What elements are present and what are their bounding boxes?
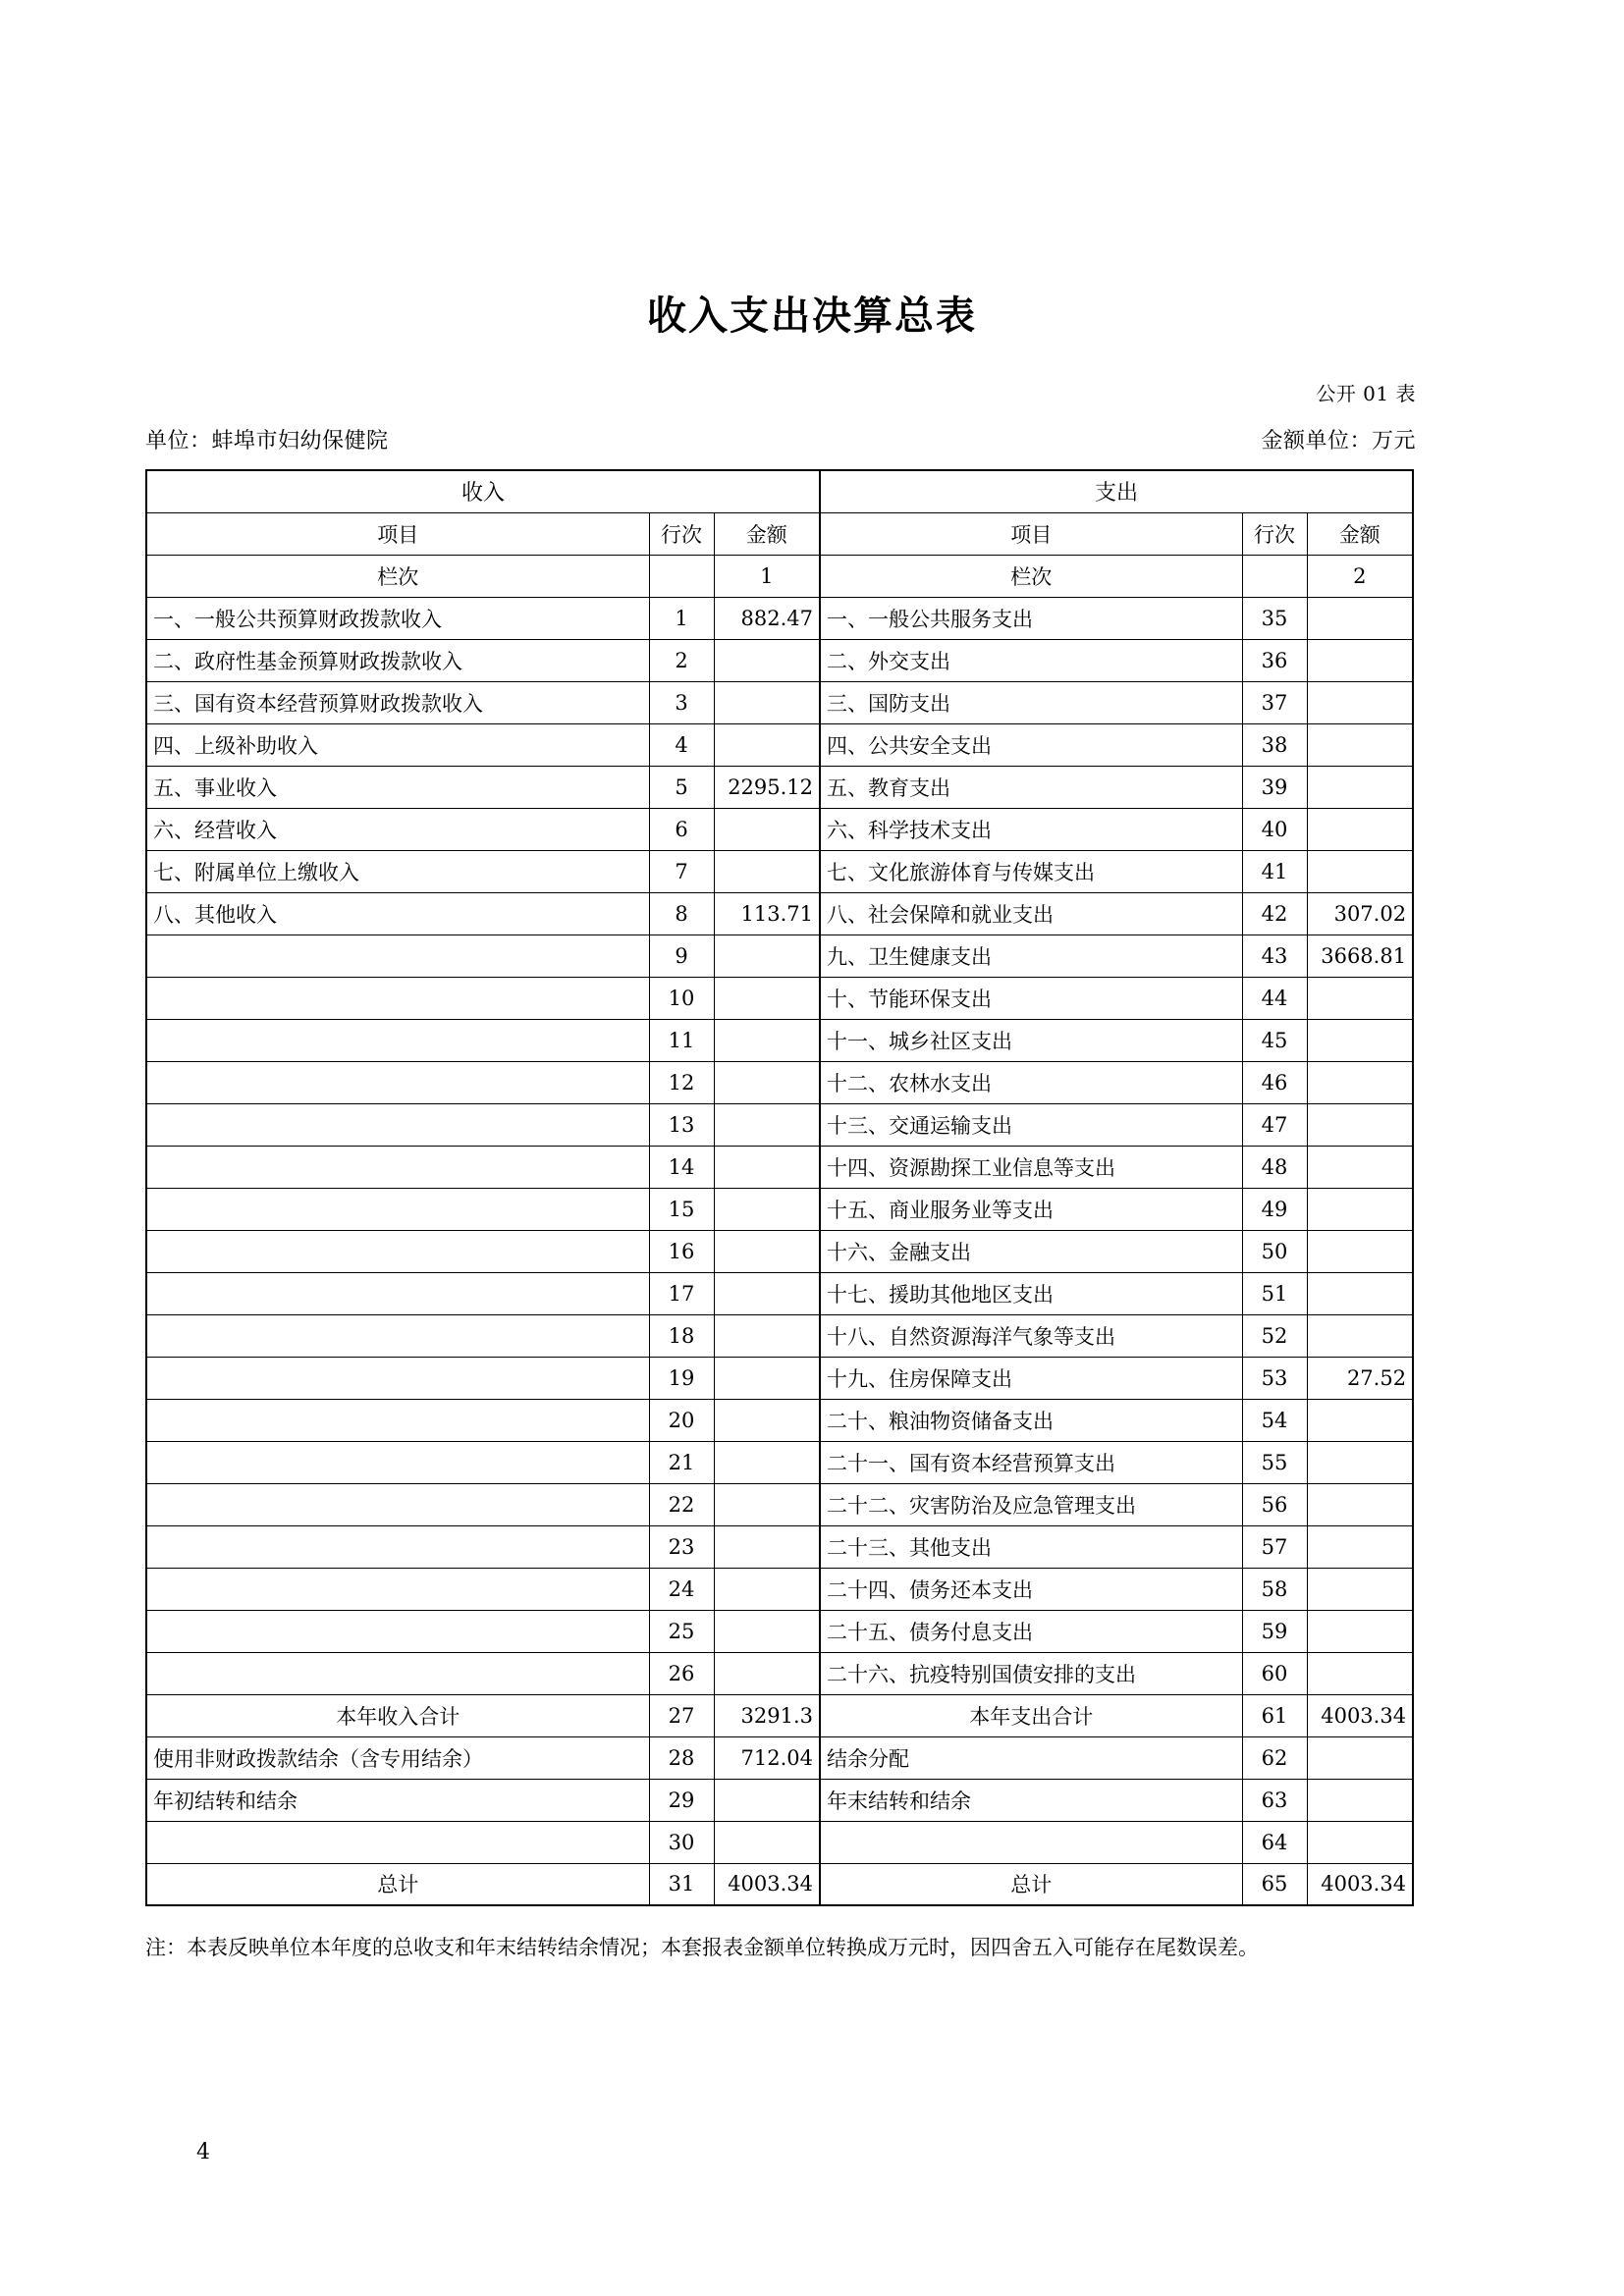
expenditure-line-48: 48 [1242,1146,1307,1188]
col-header-expenditure-item: 项目 [820,512,1242,555]
expenditure-item-64 [820,1821,1242,1863]
income-item-18 [146,1314,649,1357]
expenditure-amount-43: 3668.81 [1307,934,1413,977]
expenditure-item-51: 十七、援助其他地区支出 [820,1272,1242,1314]
expenditure-amount-36 [1307,639,1413,681]
income-line-24: 24 [649,1568,714,1610]
income-amount-23 [714,1525,820,1568]
budget-table-container [145,469,1412,1906]
expenditure-line-43: 43 [1242,934,1307,977]
income-line-28: 28 [649,1736,714,1779]
table-row [146,1230,1413,1272]
expenditure-amount-58 [1307,1568,1413,1610]
expenditure-amount-47 [1307,1103,1413,1146]
income-line-31: 31 [649,1863,714,1905]
expenditure-item-42: 八、社会保障和就业支出 [820,892,1242,934]
expenditure-line-49: 49 [1242,1188,1307,1230]
expenditure-amount-52 [1307,1314,1413,1357]
expenditure-line-39: 39 [1242,766,1307,808]
expenditure-line-54: 54 [1242,1399,1307,1441]
expenditure-line-37: 37 [1242,681,1307,723]
income-line-22: 22 [649,1483,714,1525]
income-item-11 [146,1019,649,1061]
expenditure-line-47: 47 [1242,1103,1307,1146]
expenditure-line-64: 64 [1242,1821,1307,1863]
table-note: 注：本表反映单位本年度的总收支和年末结转结余情况；本套报表金额单位转换成万元时，因四舍五入可能存在尾数误差。 [145,1936,1259,1959]
income-amount-7 [714,850,820,892]
expenditure-item-50: 十六、金融支出 [820,1230,1242,1272]
lane-label-income: 栏次 [146,555,649,597]
form-code: 公开 01 表 [1316,382,1416,405]
expenditure-item-52: 十八、自然资源海洋气象等支出 [820,1314,1242,1357]
table-row [146,1314,1413,1357]
table-row [146,1736,1413,1779]
expenditure-line-51: 51 [1242,1272,1307,1314]
expenditure-item-35: 一、一般公共服务支出 [820,597,1242,639]
expenditure-amount-49 [1307,1188,1413,1230]
expenditure-amount-59 [1307,1610,1413,1652]
income-item-19 [146,1357,649,1399]
col-header-income-item: 项目 [146,512,649,555]
income-item-30 [146,1821,649,1863]
income-amount-16 [714,1230,820,1272]
table-row [146,850,1413,892]
income-line-18: 18 [649,1314,714,1357]
lane-label-expenditure: 栏次 [820,555,1242,597]
income-line-14: 14 [649,1146,714,1188]
expenditure-item-45: 十一、城乡社区支出 [820,1019,1242,1061]
income-item-14 [146,1146,649,1188]
income-line-21: 21 [649,1441,714,1483]
expenditure-line-36: 36 [1242,639,1307,681]
income-amount-26 [714,1652,820,1694]
section-header-expenditure: 支出 [820,470,1413,512]
income-amount-28: 712.04 [714,1736,820,1779]
income-expenditure-table [145,469,1414,1906]
expenditure-line-60: 60 [1242,1652,1307,1694]
income-amount-6 [714,808,820,850]
income-line-4: 4 [649,723,714,766]
table-row [146,808,1413,850]
income-item-3: 三、国有资本经营预算财政拨款收入 [146,681,649,723]
income-line-20: 20 [649,1399,714,1441]
income-line-1: 1 [649,597,714,639]
expenditure-amount-55 [1307,1441,1413,1483]
income-amount-13 [714,1103,820,1146]
expenditure-amount-35 [1307,597,1413,639]
income-item-4: 四、上级补助收入 [146,723,649,766]
expenditure-amount-51 [1307,1272,1413,1314]
income-amount-31: 4003.34 [714,1863,820,1905]
expenditure-line-55: 55 [1242,1441,1307,1483]
table-row [146,1357,1413,1399]
expenditure-amount-63 [1307,1779,1413,1821]
page-title: 收入支出决算总表 [647,293,977,339]
income-item-27: 本年收入合计 [146,1694,649,1736]
table-row [146,597,1413,639]
table-row [146,1779,1413,1821]
expenditure-amount-61: 4003.34 [1307,1694,1413,1736]
income-item-6: 六、经营收入 [146,808,649,850]
expenditure-line-59: 59 [1242,1610,1307,1652]
income-item-24 [146,1568,649,1610]
income-item-23 [146,1525,649,1568]
income-item-9 [146,934,649,977]
expenditure-item-61: 本年支出合计 [820,1694,1242,1736]
income-line-15: 15 [649,1188,714,1230]
table-row [146,1483,1413,1525]
income-amount-5: 2295.12 [714,766,820,808]
col-header-expenditure-amount: 金额 [1307,512,1413,555]
expenditure-item-41: 七、文化旅游体育与传媒支出 [820,850,1242,892]
table-row [146,1821,1413,1863]
table-row [146,892,1413,934]
expenditure-item-58: 二十四、债务还本支出 [820,1568,1242,1610]
expenditure-line-53: 53 [1242,1357,1307,1399]
column-header-row [146,512,1413,555]
income-line-25: 25 [649,1610,714,1652]
table-row [146,1019,1413,1061]
expenditure-item-62: 结余分配 [820,1736,1242,1779]
income-line-23: 23 [649,1525,714,1568]
income-item-7: 七、附属单位上缴收入 [146,850,649,892]
table-row [146,639,1413,681]
income-amount-4 [714,723,820,766]
expenditure-item-57: 二十三、其他支出 [820,1525,1242,1568]
table-row [146,1525,1413,1568]
expenditure-amount-44 [1307,977,1413,1019]
table-row [146,934,1413,977]
expenditure-line-63: 63 [1242,1779,1307,1821]
expenditure-item-39: 五、教育支出 [820,766,1242,808]
income-amount-17 [714,1272,820,1314]
expenditure-item-55: 二十一、国有资本经营预算支出 [820,1441,1242,1483]
unit-label: 单位：蚌埠市妇幼保健院 [145,429,389,454]
expenditure-line-45: 45 [1242,1019,1307,1061]
income-line-5: 5 [649,766,714,808]
income-line-16: 16 [649,1230,714,1272]
lane-number-row [146,555,1413,597]
expenditure-amount-54 [1307,1399,1413,1441]
table-row [146,1146,1413,1188]
expenditure-line-52: 52 [1242,1314,1307,1357]
income-item-22 [146,1483,649,1525]
expenditure-amount-50 [1307,1230,1413,1272]
expenditure-line-46: 46 [1242,1061,1307,1103]
table-row [146,1863,1413,1905]
col-header-income-amount: 金额 [714,512,820,555]
income-line-6: 6 [649,808,714,850]
income-line-27: 27 [649,1694,714,1736]
expenditure-line-57: 57 [1242,1525,1307,1568]
income-item-15 [146,1188,649,1230]
income-item-21 [146,1441,649,1483]
expenditure-line-61: 61 [1242,1694,1307,1736]
col-header-income-line: 行次 [649,512,714,555]
expenditure-line-62: 62 [1242,1736,1307,1779]
income-line-8: 8 [649,892,714,934]
expenditure-amount-38 [1307,723,1413,766]
income-amount-27: 3291.3 [714,1694,820,1736]
expenditure-item-56: 二十二、灾害防治及应急管理支出 [820,1483,1242,1525]
income-line-11: 11 [649,1019,714,1061]
income-amount-29 [714,1779,820,1821]
expenditure-line-40: 40 [1242,808,1307,850]
meta-row [145,424,1416,454]
table-body [146,470,1413,1905]
lane-col-expenditure: 2 [1307,555,1413,597]
income-amount-9 [714,934,820,977]
income-item-13 [146,1103,649,1146]
expenditure-amount-46 [1307,1061,1413,1103]
income-amount-2 [714,639,820,681]
table-row [146,766,1413,808]
expenditure-item-46: 十二、农林水支出 [820,1061,1242,1103]
expenditure-item-53: 十九、住房保障支出 [820,1357,1242,1399]
expenditure-line-35: 35 [1242,597,1307,639]
income-item-26 [146,1652,649,1694]
expenditure-amount-40 [1307,808,1413,850]
expenditure-item-37: 三、国防支出 [820,681,1242,723]
income-amount-3 [714,681,820,723]
income-amount-24 [714,1568,820,1610]
income-item-1: 一、一般公共预算财政拨款收入 [146,597,649,639]
income-item-31: 总计 [146,1863,649,1905]
income-amount-30 [714,1821,820,1863]
income-line-9: 9 [649,934,714,977]
table-row [146,1568,1413,1610]
expenditure-line-42: 42 [1242,892,1307,934]
income-amount-11 [714,1019,820,1061]
table-row [146,1272,1413,1314]
page-number: 4 [196,2140,210,2164]
income-amount-21 [714,1441,820,1483]
income-line-19: 19 [649,1357,714,1399]
lane-col-income: 1 [714,555,820,597]
section-header-row [146,470,1413,512]
income-line-13: 13 [649,1103,714,1146]
lane-blank-income-line [649,555,714,597]
table-row [146,1399,1413,1441]
table-row [146,1188,1413,1230]
expenditure-item-60: 二十六、抗疫特别国债安排的支出 [820,1652,1242,1694]
income-item-25 [146,1610,649,1652]
expenditure-amount-64 [1307,1821,1413,1863]
income-amount-18 [714,1314,820,1357]
income-item-20 [146,1399,649,1441]
income-line-26: 26 [649,1652,714,1694]
lane-blank-expenditure-line [1242,555,1307,597]
income-line-30: 30 [649,1821,714,1863]
table-row [146,977,1413,1019]
expenditure-item-44: 十、节能环保支出 [820,977,1242,1019]
table-row [146,681,1413,723]
expenditure-amount-41 [1307,850,1413,892]
income-amount-20 [714,1399,820,1441]
expenditure-line-56: 56 [1242,1483,1307,1525]
income-amount-22 [714,1483,820,1525]
income-item-29: 年初结转和结余 [146,1779,649,1821]
income-line-29: 29 [649,1779,714,1821]
table-row [146,1103,1413,1146]
income-item-5: 五、事业收入 [146,766,649,808]
expenditure-amount-39 [1307,766,1413,808]
income-amount-8: 113.71 [714,892,820,934]
expenditure-item-49: 十五、商业服务业等支出 [820,1188,1242,1230]
income-amount-12 [714,1061,820,1103]
income-item-16 [146,1230,649,1272]
income-amount-10 [714,977,820,1019]
expenditure-amount-57 [1307,1525,1413,1568]
income-line-2: 2 [649,639,714,681]
expenditure-amount-53: 27.52 [1307,1357,1413,1399]
income-amount-19 [714,1357,820,1399]
expenditure-amount-56 [1307,1483,1413,1525]
income-line-12: 12 [649,1061,714,1103]
expenditure-item-47: 十三、交通运输支出 [820,1103,1242,1146]
expenditure-item-59: 二十五、债务付息支出 [820,1610,1242,1652]
income-amount-15 [714,1188,820,1230]
col-header-expenditure-line: 行次 [1242,512,1307,555]
income-line-10: 10 [649,977,714,1019]
expenditure-item-36: 二、外交支出 [820,639,1242,681]
income-item-12 [146,1061,649,1103]
income-item-28: 使用非财政拨款结余（含专用结余） [146,1736,649,1779]
expenditure-line-50: 50 [1242,1230,1307,1272]
currency-unit-label: 金额单位：万元 [1261,429,1416,454]
income-item-8: 八、其他收入 [146,892,649,934]
income-line-17: 17 [649,1272,714,1314]
expenditure-item-63: 年末结转和结余 [820,1779,1242,1821]
income-line-3: 3 [649,681,714,723]
expenditure-item-65: 总计 [820,1863,1242,1905]
expenditure-line-44: 44 [1242,977,1307,1019]
expenditure-line-65: 65 [1242,1863,1307,1905]
table-row [146,1652,1413,1694]
income-line-7: 7 [649,850,714,892]
expenditure-amount-45 [1307,1019,1413,1061]
expenditure-item-43: 九、卫生健康支出 [820,934,1242,977]
expenditure-amount-65: 4003.34 [1307,1863,1413,1905]
expenditure-item-38: 四、公共安全支出 [820,723,1242,766]
income-amount-25 [714,1610,820,1652]
income-item-17 [146,1272,649,1314]
expenditure-item-48: 十四、资源勘探工业信息等支出 [820,1146,1242,1188]
expenditure-amount-42: 307.02 [1307,892,1413,934]
table-row [146,1610,1413,1652]
income-item-10 [146,977,649,1019]
table-row [146,1441,1413,1483]
table-row [146,723,1413,766]
income-item-2: 二、政府性基金预算财政拨款收入 [146,639,649,681]
expenditure-line-41: 41 [1242,850,1307,892]
expenditure-amount-48 [1307,1146,1413,1188]
income-amount-1: 882.47 [714,597,820,639]
table-row [146,1694,1413,1736]
income-amount-14 [714,1146,820,1188]
expenditure-line-58: 58 [1242,1568,1307,1610]
expenditure-amount-37 [1307,681,1413,723]
expenditure-amount-62 [1307,1736,1413,1779]
expenditure-line-38: 38 [1242,723,1307,766]
expenditure-item-54: 二十、粮油物资储备支出 [820,1399,1242,1441]
expenditure-amount-60 [1307,1652,1413,1694]
expenditure-item-40: 六、科学技术支出 [820,808,1242,850]
table-row [146,1061,1413,1103]
section-header-income: 收入 [146,470,820,512]
